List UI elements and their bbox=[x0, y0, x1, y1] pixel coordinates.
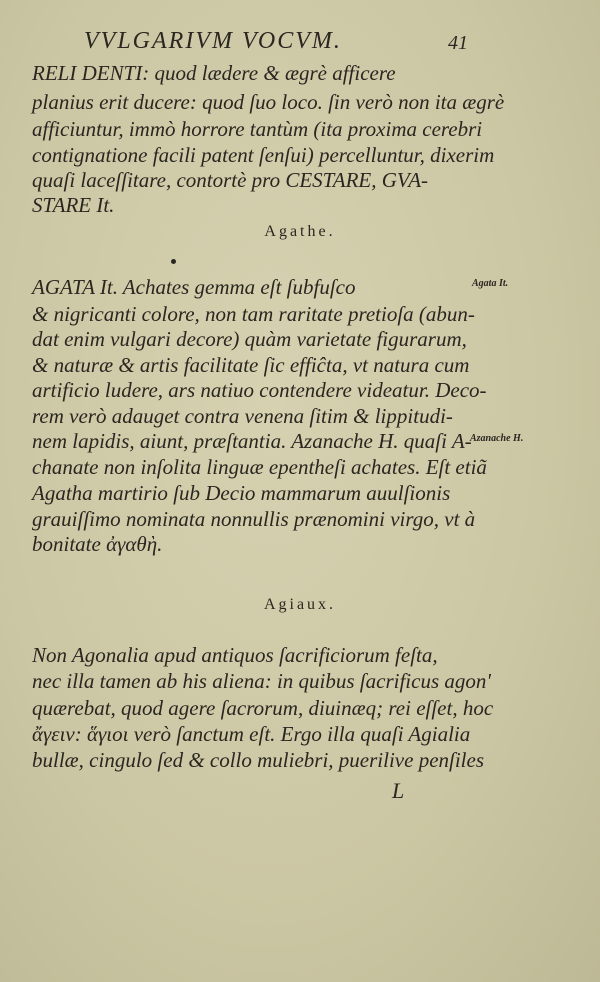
ornament-dot bbox=[171, 259, 176, 264]
text-line: planius erit ducere: quod ſuo loco. ſin verò non ita ægrè bbox=[32, 90, 505, 114]
text-line: nec illa tamen ab his aliena: in quibus ſacrificus agon' bbox=[32, 669, 491, 693]
text-line: Non Agonalia apud antiquos ſacrificiorum feſta, bbox=[32, 643, 438, 667]
margin-note: Azanache H. bbox=[470, 433, 524, 444]
text-line: contignatione facili patent ſenſui) percelluntur, dixerim bbox=[32, 143, 495, 167]
text-line: artificio ludere, ars natiuo contendere videatur. Deco- bbox=[32, 378, 487, 402]
text-line: Agatha martirio ſub Decio mammarum auulſionis bbox=[32, 481, 451, 505]
running-title: VVLGARIVM VOCVM. bbox=[84, 28, 342, 54]
text-line: & nigricanti colore, non tam raritate pretioſa (abun- bbox=[32, 302, 475, 326]
text-line: STARE It. bbox=[32, 193, 115, 217]
text-line: grauiſſimo nominata nonnullis prænomini virgo, vt à bbox=[32, 507, 476, 531]
text-line: & naturæ & artis facilitate ſic effiĉta, vt natura cum bbox=[32, 353, 470, 377]
text-line: quaſi laceſſitare, contortè pro CESTARE, GVA- bbox=[32, 168, 429, 192]
text-line: chanate non inſolita linguæ epentheſi achates. Eſt etiã bbox=[32, 455, 487, 479]
text-line: bullæ, cingulo ſed & collo muliebri, puerilive penſiles bbox=[32, 748, 485, 772]
section-heading-agiaux: Agiaux. bbox=[263, 596, 337, 613]
text-line: quærebat, quod agere ſacrorum, diuinæq; rei eſſet, hoc bbox=[32, 696, 494, 720]
text-line: bonitate ἀγαθὴ. bbox=[32, 532, 163, 556]
text-line: afficiuntur, immò horrore tantùm (ita proxima cerebri bbox=[32, 117, 483, 141]
margin-note: Agata It. bbox=[472, 278, 509, 289]
text-line: AGATA It. Achates gemma eſt ſubfuſco bbox=[32, 275, 356, 299]
page-number: 41 bbox=[448, 32, 468, 54]
text-line: dat enim vulgari decore) quàm varietate figurarum, bbox=[32, 327, 467, 351]
text-line: rem verò adauget contra venena ſitim & lippitudi- bbox=[32, 404, 453, 428]
section-heading-agathe: Agathe. bbox=[264, 223, 336, 240]
text-line: ἄγειν: ἅγιοι verò ſanctum eſt. Ergo illa quaſi Agialia bbox=[32, 722, 471, 746]
text-line: nem lapidis, aiunt, præſtantia. Azanache H. quaſi A- bbox=[32, 429, 472, 453]
catchword: L bbox=[392, 778, 405, 803]
text-line: RELI DENTI: quod lædere & ægrè afficere bbox=[32, 61, 396, 85]
